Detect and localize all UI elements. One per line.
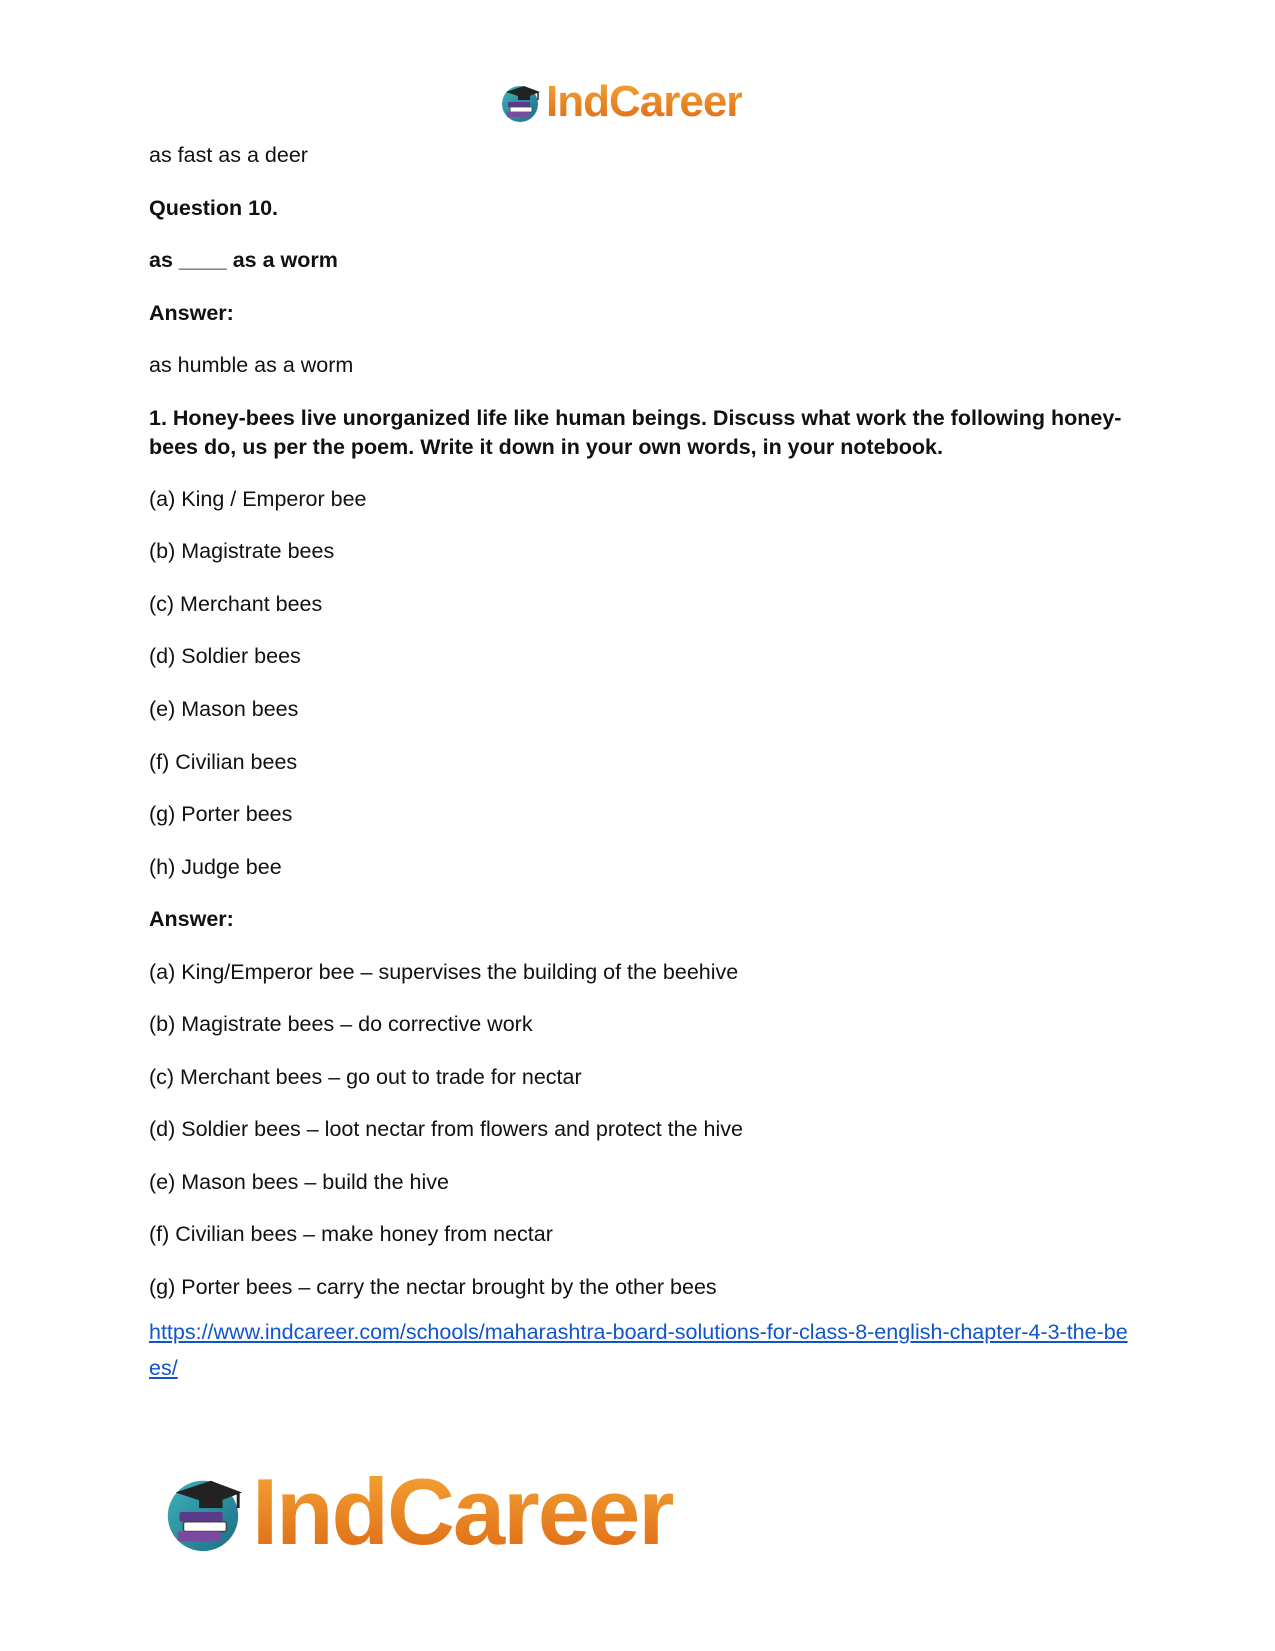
question-text: as ____ as a worm — [149, 248, 338, 272]
exercise-heading: 1. Honey-bees live unorganized life like human beings. Discuss what work the following honey-bees do, us per the poem. Write it down in your own words, in your notebook. — [149, 406, 1122, 459]
option-item: (b) Magistrate bees — [149, 539, 335, 563]
option-item: (g) Porter bees — [149, 802, 293, 826]
option-item: (a) King / Emperor bee — [149, 487, 367, 511]
question-label: Question 10. — [149, 196, 279, 220]
option-item: (e) Mason bees — [149, 697, 299, 721]
answer-item: (e) Mason bees – build the hive — [149, 1170, 449, 1194]
answer-text: as humble as a worm — [149, 353, 354, 377]
globe-books-icon — [160, 1469, 246, 1555]
answer-label: Answer: — [149, 301, 234, 325]
answer-label: Answer: — [149, 907, 234, 931]
answer-item: (b) Magistrate bees – do corrective work — [149, 1012, 533, 1036]
source-link[interactable]: https://www.indcareer.com/schools/maharashtra-board-solutions-for-class-8-english-chapter-4-3-the-bees/ — [149, 1320, 1128, 1380]
answer-item: (c) Merchant bees – go out to trade for nectar — [149, 1065, 582, 1089]
logo-wordmark: IndCareer — [546, 77, 743, 126]
option-item: (h) Judge bee — [149, 855, 282, 879]
option-item: (f) Civilian bees — [149, 750, 298, 774]
footer-logo — [160, 1459, 673, 1564]
option-item: (d) Soldier bees — [149, 644, 301, 668]
answer-item: (d) Soldier bees – loot nectar from flowers and protect the hive — [149, 1117, 743, 1141]
option-item: (c) Merchant bees — [149, 592, 323, 616]
answer-item: (g) Porter bees – carry the nectar brought by the other bees — [149, 1275, 717, 1299]
previous-answer: as fast as a deer — [149, 143, 308, 167]
logo-wordmark: IndCareer — [252, 1459, 673, 1564]
globe-books-icon — [498, 80, 542, 124]
header-logo — [498, 78, 742, 126]
answer-item: (f) Civilian bees – make honey from nectar — [149, 1222, 553, 1246]
answer-item: (a) King/Emperor bee – supervises the building of the beehive — [149, 960, 739, 984]
